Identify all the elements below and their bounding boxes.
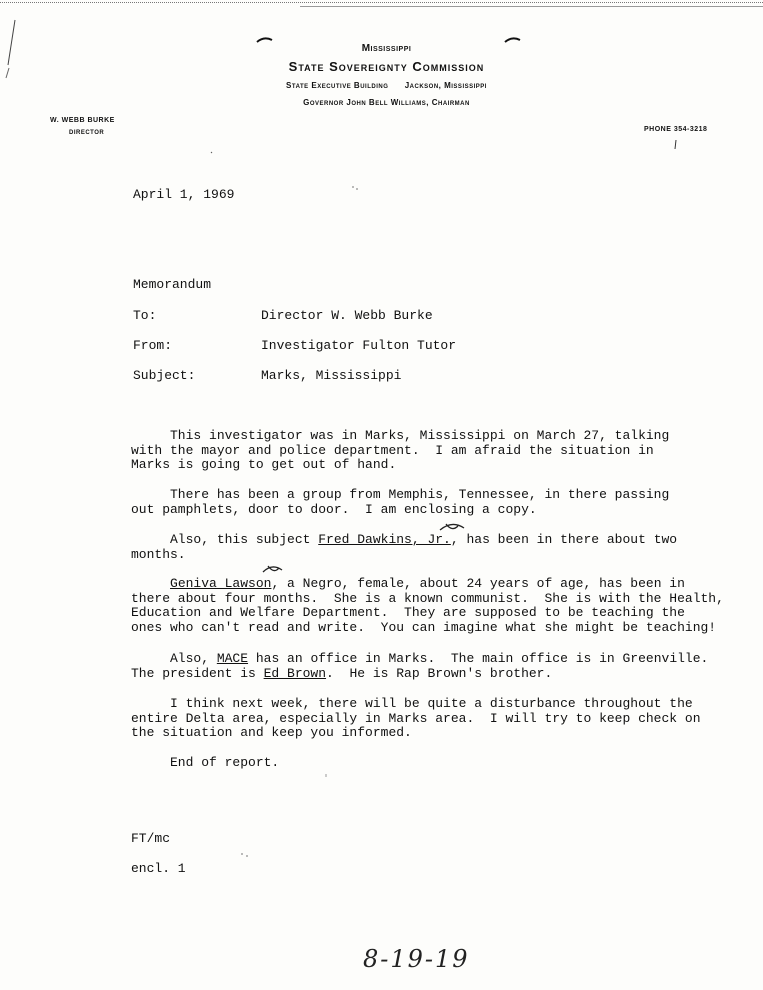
top-border-rule: [0, 2, 763, 3]
paragraph-text: Also,: [131, 651, 217, 666]
paragraph-text: , a Negro, female, about 24 years of age, has been in there about four months. She is a known communist. She is with the Health, Education and Welfare Department. They are supposed to be teaching the ones who can't read and write. You can imagine what she might be teaching!: [131, 576, 724, 635]
pen-circle-mark: [263, 566, 282, 572]
phone-number: PHONE 354-3218: [644, 126, 708, 133]
paragraph-text: [131, 576, 170, 591]
letterhead-commission: State Sovereignty Commission: [288, 59, 485, 74]
body-paragraph: I think next week, there will be quite a disturbance throughout the entire Delta area, especially in Marks area. I will try to keep check on the situation and keep you informed.: [131, 696, 701, 740]
letterhead-address: State Executive Building Jackson, Mississippi: [286, 81, 487, 90]
scan-speck: [352, 187, 358, 189]
scan-speck: [211, 152, 212, 153]
letterhead-state: Mississippi: [361, 43, 412, 54]
underlined-name: Fred Dawkins, Jr.: [318, 532, 451, 547]
paragraph-text: , has been in there about two months.: [131, 532, 678, 562]
body-paragraph: This investigator was in Marks, Mississippi on March 27, talking with the mayor and police department. I am afraid the situation in Marks is going to get out of hand.: [131, 428, 670, 472]
body-paragraph: There has been a group from Memphis, Tennessee, in there passing out pamphlets, door to door. I am enclosing a copy.: [131, 487, 670, 517]
from-label: From:: [133, 338, 173, 353]
director-block: [50, 115, 115, 139]
underlined-name: Ed Brown: [263, 665, 327, 681]
body-paragraph: [131, 576, 724, 635]
pen-circle-mark: [440, 524, 464, 530]
pen-check-mark: [257, 38, 272, 42]
memo-heading: Memorandum: [133, 277, 212, 292]
body-paragraph: [131, 533, 721, 562]
subject-label: Subject:: [133, 368, 196, 383]
scan-speck: [241, 854, 248, 856]
handwritten-date-note: 8-19-19: [363, 945, 470, 973]
pen-check-mark: [505, 38, 520, 42]
body-paragraph: End of report.: [131, 755, 280, 770]
paragraph-text: has an office in Marks. The main office is in Greenville. The president is: [131, 651, 709, 681]
margin-pen-stroke: [675, 140, 676, 149]
typist-initials: FT/mc: [131, 831, 171, 846]
letterhead-governor: Governor John Bell Williams, Chairman: [303, 98, 470, 107]
to-value: Director W. Webb Burke: [261, 308, 433, 323]
enclosure-note: encl. 1: [131, 861, 186, 876]
director-title: DIRECTOR: [69, 130, 105, 136]
subject-value: Marks, Mississippi: [261, 368, 402, 383]
to-label: To:: [133, 308, 157, 323]
paragraph-text: . He is Rap Brown's brother.: [326, 665, 553, 681]
body-paragraph: [131, 652, 721, 681]
memo-date: April 1, 1969: [133, 187, 235, 202]
underlined-org: MACE: [216, 651, 249, 666]
underlined-name: Geniva Lawson: [170, 576, 272, 591]
from-value: Investigator Fulton Tutor: [261, 338, 457, 353]
paragraph-text: Also, this subject: [131, 532, 319, 547]
top-border-rule: [300, 6, 763, 7]
director-name: W. WEBB BURKE: [50, 117, 115, 124]
